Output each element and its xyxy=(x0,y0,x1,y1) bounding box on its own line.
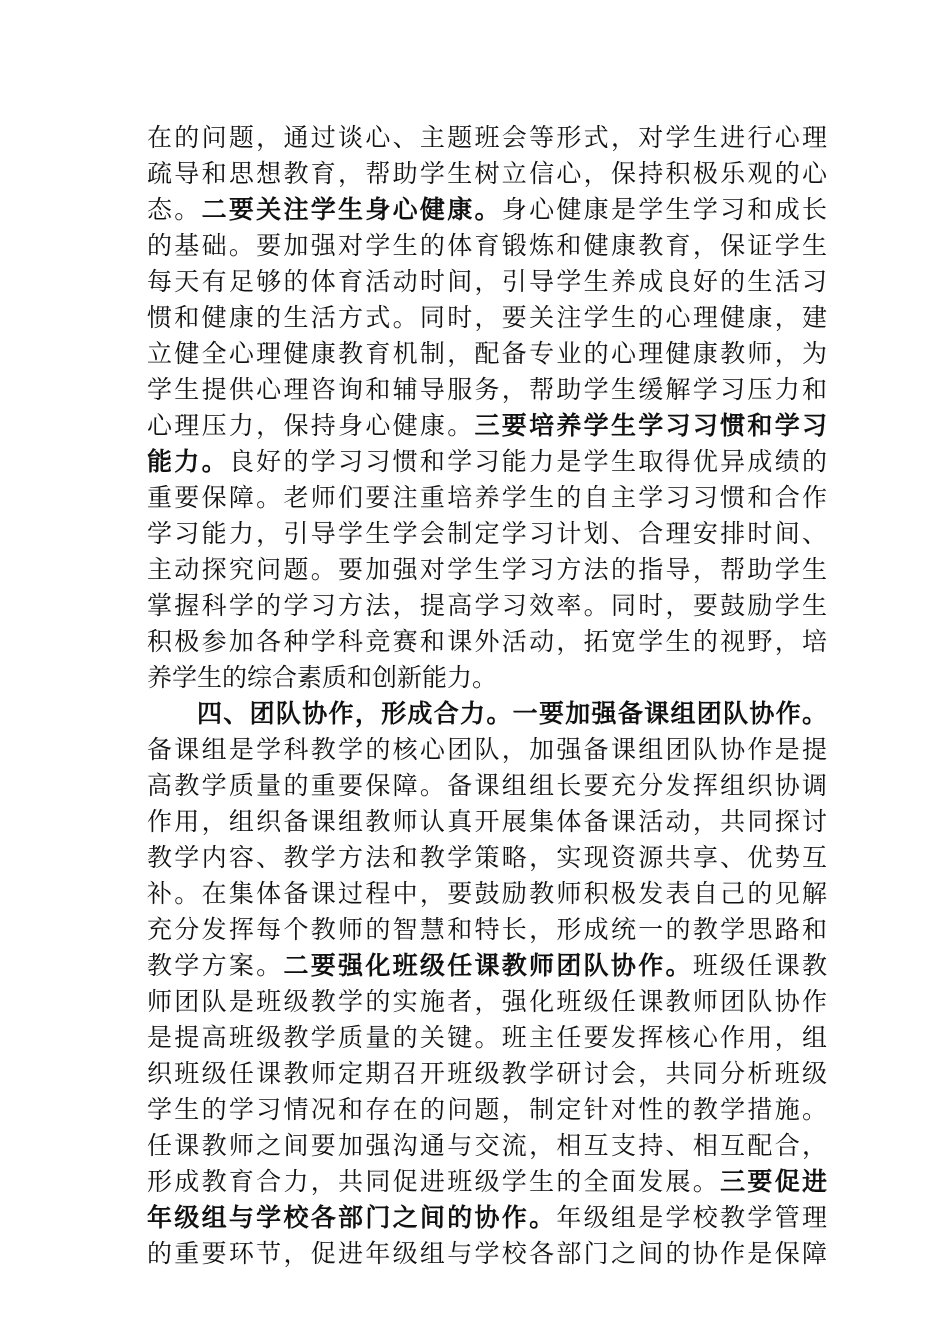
text-line: 形成教育合力，共同促进班级学生的全面发展。三要促进 xyxy=(147,1167,827,1196)
text-line: 作用，组织备课组教师认真开展集体备课活动，共同探讨 xyxy=(147,807,827,836)
text-line: 惯和健康的生活方式。同时，要关注学生的心理健康，建 xyxy=(147,303,827,332)
text-line: 主动探究问题。要加强对学生学习方法的指导，帮助学生 xyxy=(147,555,827,584)
text-line: 掌握科学的学习方法，提高学习效率。同时，要鼓励学生 xyxy=(147,591,827,620)
text-line: 在的问题，通过谈心、主题班会等形式，对学生进行心理 xyxy=(147,123,827,152)
bold-heading: 三要培养学生学习习惯和学习 xyxy=(474,411,827,440)
bold-heading: 三要促进 xyxy=(720,1167,827,1196)
text-line: 师团队是班级教学的实施者，强化班级任课教师团队协作 xyxy=(147,987,827,1016)
text-line: 学习能力，引导学生学会制定学习计划、合理安排时间、 xyxy=(147,519,827,548)
text-line: 疏导和思想教育，帮助学生树立信心，保持积极乐观的心 xyxy=(147,159,827,188)
text-line: 高教学质量的重要保障。备课组组长要充分发挥组织协调 xyxy=(147,771,827,800)
text-line: 态。二要关注学生身心健康。身心健康是学生学习和成长 xyxy=(147,195,827,224)
text-line: 重要保障。老师们要注重培养学生的自主学习习惯和合作 xyxy=(147,483,827,512)
text-line: 立健全心理健康教育机制，配备专业的心理健康教师，为 xyxy=(147,339,827,368)
text-line: 备课组是学科教学的核心团队，加强备课组团队协作是提 xyxy=(147,735,827,764)
text-line: 能力。良好的学习习惯和学习能力是学生取得优异成绩的 xyxy=(147,447,827,476)
text-line: 养学生的综合素质和创新能力。 xyxy=(147,663,498,692)
bold-heading: 二要关注学生身心健康。 xyxy=(201,195,502,224)
bold-heading: 能力。 xyxy=(147,447,229,476)
bold-heading: 年级组与学校各部门之间的协作。 xyxy=(147,1203,557,1232)
text-line: 心理压力，保持身心健康。三要培养学生学习习惯和学习 xyxy=(147,411,827,440)
section-heading-line xyxy=(197,696,827,732)
text-line: 的重要环节，促进年级组与学校各部门之间的协作是保障 xyxy=(147,1239,827,1268)
text-line: 每天有足够的体育活动时间，引导学生养成良好的生活习 xyxy=(147,267,827,296)
text-line: 学生提供心理咨询和辅导服务，帮助学生缓解学习压力和 xyxy=(147,375,827,404)
text-line: 补。在集体备课过程中，要鼓励教师积极发表自己的见解 xyxy=(147,879,827,908)
text-line: 是提高班级教学质量的关键。班主任要发挥核心作用，组 xyxy=(147,1023,827,1052)
text-line: 的基础。要加强对学生的体育锻炼和健康教育，保证学生 xyxy=(147,231,827,260)
text-line: 年级组与学校各部门之间的协作。年级组是学校教学管理 xyxy=(147,1203,827,1232)
text-line: 充分发挥每个教师的智慧和特长，形成统一的教学思路和 xyxy=(147,915,827,944)
text-line: 学生的学习情况和存在的问题，制定针对性的教学措施。 xyxy=(147,1095,827,1124)
text-line: 教学内容、教学方法和教学策略，实现资源共享、优势互 xyxy=(147,843,827,872)
text-line: 织班级任课教师定期召开班级教学研讨会，共同分析班级 xyxy=(147,1059,827,1088)
bold-heading: 一要加强备课组团队协作。 xyxy=(512,699,827,728)
text-line: 积极参加各种学科竞赛和课外活动，拓宽学生的视野，培 xyxy=(147,627,827,656)
section-heading: 四、团队协作，形成合力。 xyxy=(197,699,513,728)
text-line: 任课教师之间要加强沟通与交流，相互支持、相互配合， xyxy=(147,1131,827,1160)
bold-heading: 二要强化班级任课教师团队协作。 xyxy=(283,951,693,980)
text-line: 教学方案。二要强化班级任课教师团队协作。班级任课教 xyxy=(147,951,827,980)
